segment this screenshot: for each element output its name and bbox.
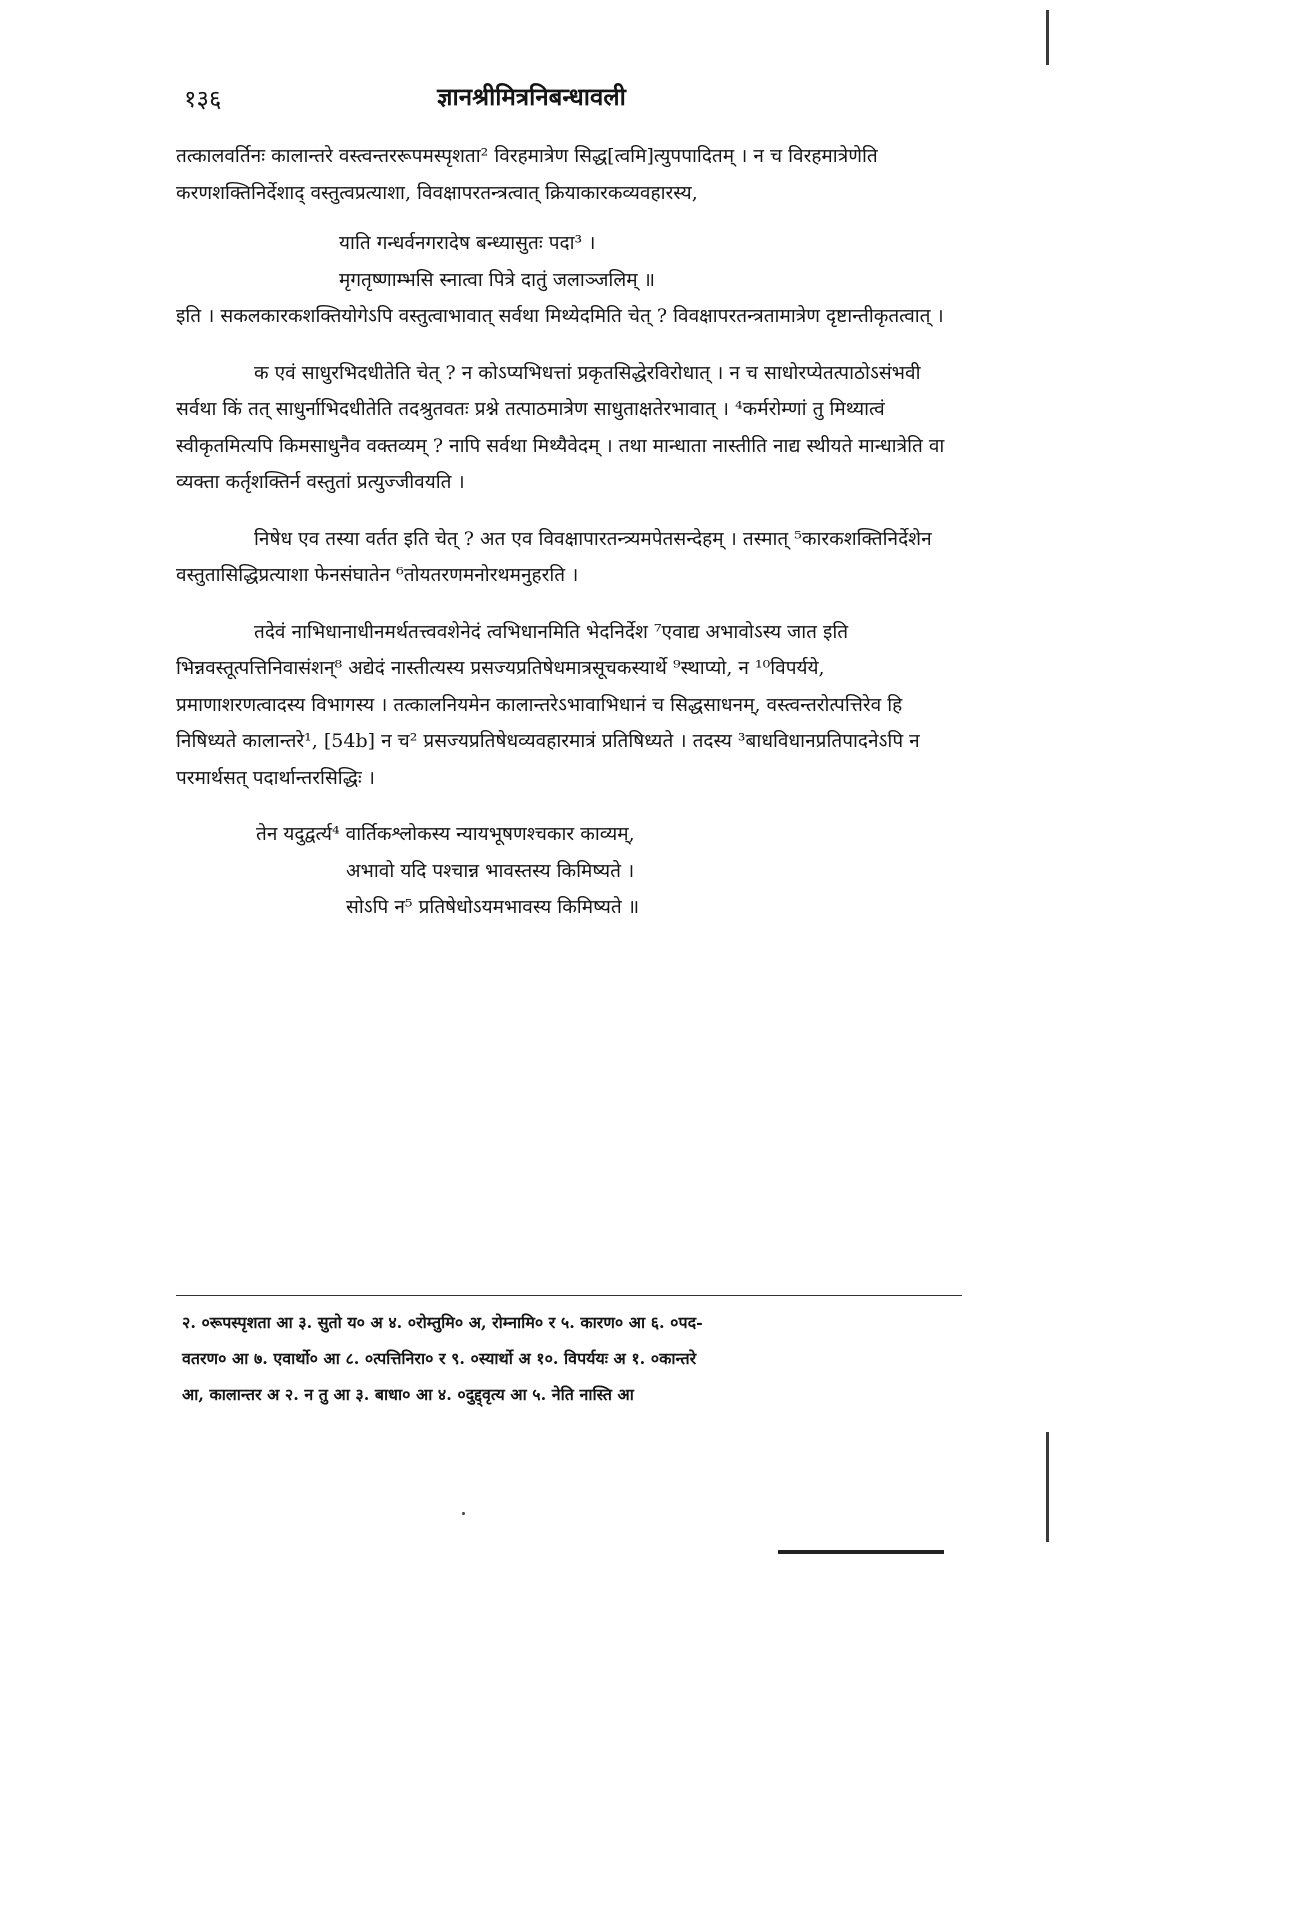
- paragraph-2: इति । सकलकारकशक्तियोगेऽपि वस्तुत्वाभावात् सर्वथा मिथ्येदमिति चेत् ? विवक्षापरतन्त्रतामात्रेण दृष्टान्तीकृतत्वात् ।: [176, 305, 944, 327]
- verse-block-1: [176, 225, 958, 298]
- paragraph-5: तदेवं नाभिधानाधीनमर्थतत्त्ववशेनेदं त्वभिधानमिति भेदनिर्देश ⁷एवाद्य अभावोऽस्य जात इति भिन्नवस्तूत्पत्तिनिवासंशन्⁸ अद्येदं नास्तीत्यस्य प्रसज्यप्रतिषेधमात्रसूचकस्यार्थे ⁹स्थाप्यो, न ¹⁰विपर्यये, प्रमाणाशरणत्वादस्य विभागस्य । तत्कालनियमेन कालान्तरेऽभावाभिधानं च सिद्धसाधनम्, वस्त्वन्तरोत्पत्तिरेव हि निषिध्यते कालान्तरे¹, [54b] न च² प्रसज्यप्रतिषेधव्यवहारमात्रं प्रतिषिध्यते । तदस्य ³बाधविधानप्रतिपादनेऽपि न परमार्थसत् पदार्थान्तरसिद्धिः ।: [176, 620, 920, 789]
- verse-block-2: [176, 816, 958, 926]
- footnote-line: वतरण० आ ७. एवार्थो० आ ८. ०त्पत्तिनिरा० र ९. ०स्यार्थो अ १०. विपर्ययः अ १. ०कान्तरे: [182, 1349, 697, 1368]
- bottom-edge-bar: [778, 1550, 944, 1554]
- paragraph-3: क एवं साधुरभिदधीतेति चेत् ? न कोऽप्यभिधत्तां प्रकृतसिद्धेरविरोधात् । न च साधोरप्येतत्पाठोऽसंभवी सर्वथा किं तत् साधुर्नाभिदधीतेति तदश्रुतवतः प्रश्ने तत्पाठमात्रेण साधुताक्षतेरभावात् । ⁴कर्मरोम्णां तु मिथ्यात्वं स्वीकृतमित्यपि किमसाधुनैव वक्तव्यम् ? नापि सर्वथा मिथ्यैवेदम् । तथा मान्धाता नास्तीति नाद्य स्थीयते मान्धात्रेति वा व्यक्ता कर्तृशक्तिर्न वस्तुतां प्रत्युज्जीवयति ।: [176, 361, 945, 493]
- running-head-title: ज्ञानश्रीमित्रनिबन्धावली: [437, 82, 626, 111]
- verse-line: सोऽपि न⁵ प्रतिषेधोऽयमभावस्य किमिष्यते ॥: [346, 896, 640, 918]
- footnote-line: आ, कालान्तर अ २. न तु आ ३. बाधा० आ ४. ०दुद्द्वृत्य आ ५. नेति नास्ति आ: [182, 1385, 634, 1404]
- footnotes: [182, 1305, 962, 1413]
- scan-dot: [462, 1512, 465, 1515]
- footnote-rule: [176, 1295, 962, 1296]
- page-number: १३६: [184, 85, 222, 113]
- footnote-line: २. ०रूपस्पृशता आ ३. सुतो य० अ ४. ०रोम्तुमि० अ, रोम्नामि० र ५. कारण० आ ६. ०पद-: [182, 1313, 703, 1332]
- verse-intro: तेन यदुद्वर्त्य⁴ वार्तिकश्लोकस्य न्यायभूषणश्चकार काव्यम्,: [256, 823, 635, 845]
- verse-line: मृगतृष्णाम्भसि स्नात्वा पित्रे दातुं जलाञ्जलिम् ॥: [339, 268, 656, 291]
- main-text: [176, 138, 958, 926]
- binding-edge-mark: [1046, 1432, 1049, 1542]
- verse-line: याति गन्धर्वनगरादेष बन्ध्यासुतः पदा³ ।: [339, 232, 596, 254]
- verse-line: अभावो यदि पश्चान्न भावस्तस्य किमिष्यते ।: [346, 859, 635, 882]
- paragraph-1: तत्कालवर्तिनः कालान्तरे वस्त्वन्तररूपमस्पृशता² विरहमात्रेण सिद्ध[त्वमि]त्युपपादितम् । न च विरहमात्रेणेति करणशक्तिनिर्देशाद् वस्तुत्वप्रत्याशा, विवक्षापरतन्त्रत्वात् क्रियाकारकव्यवहारस्य,: [176, 145, 878, 204]
- paragraph-4: निषेध एव तस्या वर्तत इति चेत् ? अत एव विवक्षापारतन्त्र्यमपेतसन्देहम् । तस्मात् ⁵कारकशक्तिनिर्देशेन वस्तुतासिद्धिप्रत्याशा फेनसंघातेन ⁶तोयतरणमनोरथमनुहरति ।: [176, 527, 932, 586]
- binding-edge-mark: [1046, 10, 1049, 65]
